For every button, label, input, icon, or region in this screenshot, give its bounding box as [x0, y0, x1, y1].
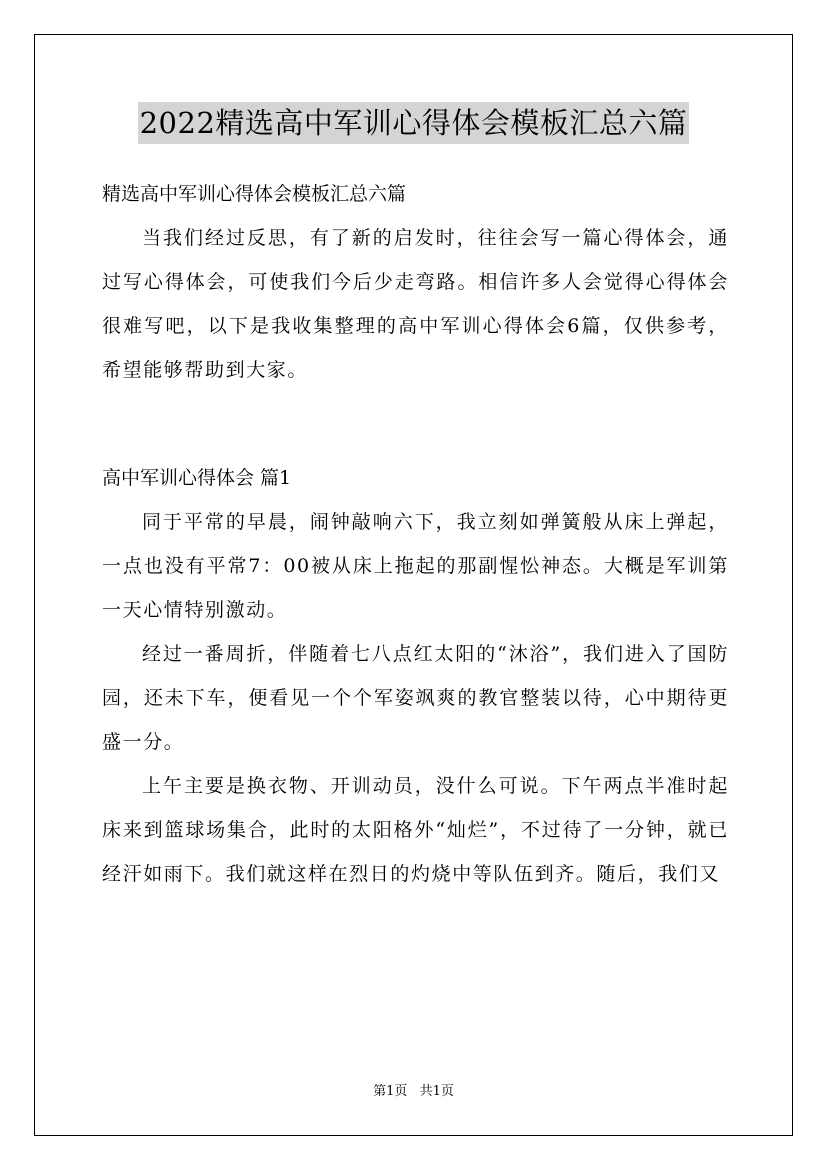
document-body [102, 172, 729, 896]
document-title: 2022精选高中军训心得体会模板汇总六篇 [138, 102, 690, 144]
page-number-total: 共1页 [419, 1084, 454, 1099]
body-paragraph-2: 经过一番周折，伴随着七八点红太阳的“沐浴”，我们进入了国防园，还未下车，便看见一个个军姿飒爽的教官整装以待，心中期待更盛一分。 [102, 643, 729, 753]
section-heading: 高中军训心得体会 篇1 [102, 467, 292, 489]
section-spacer [102, 392, 729, 456]
page-footer [0, 1082, 827, 1102]
page-number-current: 第1页 [373, 1084, 408, 1099]
title-container [0, 102, 827, 144]
body-paragraph-3: 上午主要是换衣物、开训动员，没什么可说。下午两点半准时起床来到篮球场集合，此时的太阳格外“灿烂”，不过待了一分钟，就已经汗如雨下。我们就这样在烈日的灼烧中等队伍到齐。随后，我们又 [102, 775, 729, 885]
body-paragraph-1: 同于平常的早晨，闹钟敲响六下，我立刻如弹簧般从床上弹起，一点也没有平常7：00被从床上拖起的那副惺忪神态。大概是军训第一天心情特别激动。 [102, 511, 729, 621]
intro-paragraph: 当我们经过反思，有了新的启发时，往往会写一篇心得体会，通过写心得体会，可使我们今后少走弯路。相信许多人会觉得心得体会很难写吧，以下是我收集整理的高中军训心得体会6篇，仅供参考，希望能够帮助到大家。 [102, 227, 729, 381]
document-subtitle: 精选高中军训心得体会模板汇总六篇 [102, 183, 407, 205]
